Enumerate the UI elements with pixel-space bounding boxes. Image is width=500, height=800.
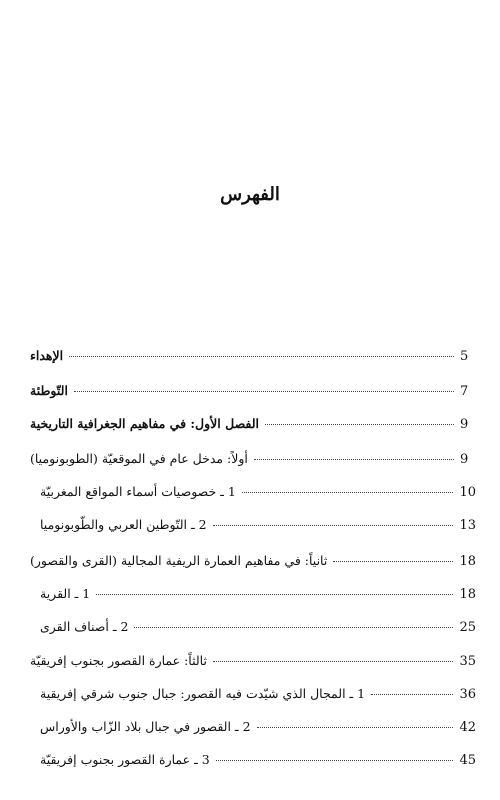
toc-entry-title: الإهداء — [30, 348, 64, 363]
toc-dot-leader — [213, 524, 454, 526]
page-title: الفهرس — [220, 184, 280, 205]
toc-entry — [40, 484, 476, 506]
toc-entry — [30, 348, 476, 370]
toc-entry — [40, 686, 476, 708]
toc-dot-leader — [333, 560, 453, 562]
toc-dot-leader — [257, 726, 454, 728]
toc-dot-leader — [74, 390, 454, 392]
toc-dot-leader — [213, 660, 453, 662]
toc-entry-page-number: 42 — [459, 720, 476, 735]
toc-dot-leader — [265, 423, 454, 425]
toc-entry-title: 1 ـ خصوصيات أسماء المواقع المغربيّة — [40, 484, 236, 499]
toc-entry-title: 1 ـ المجال الذي شيّدت فيه القصور: جبال جنوب شرقي إفريقية — [40, 686, 366, 701]
toc-dot-leader — [216, 759, 454, 761]
toc-entry-title: 3 ـ عمارة القصور بجنوب إفريقيّة — [40, 752, 210, 767]
toc-entry-page-number: 18 — [459, 554, 476, 569]
toc-entry-page-number: 5 — [460, 349, 469, 364]
toc-entry-title: الفصل الأول: في مفاهيم الجغرافية التاريخية — [30, 416, 260, 431]
toc-entry — [40, 719, 476, 741]
toc-entry-title: 2 ـ القصور في جبال بلاد الزّاب والأوراس — [40, 719, 251, 734]
toc-entry-title: 2 ـ أصناف القرى — [40, 619, 129, 634]
toc-entry — [30, 416, 476, 438]
toc-entry — [30, 553, 476, 575]
toc-entry-title: ثالثاً: عمارة القصور بجنوب إفريقيّة — [30, 653, 207, 668]
toc-entry — [40, 517, 476, 539]
toc-entry-page-number: 25 — [459, 620, 476, 635]
toc-entry-page-number: 18 — [459, 587, 476, 602]
toc-entry — [30, 383, 476, 405]
toc-dot-leader — [371, 693, 453, 695]
toc-dot-leader — [134, 626, 453, 628]
toc-entry — [40, 619, 476, 641]
toc-entry-page-number: 9 — [460, 452, 469, 467]
toc-entry-title: ثانياً: في مفاهيم العمارة الريفية المجالية (القرى والقصور) — [30, 553, 328, 568]
toc-entry — [40, 586, 476, 608]
toc-entry-page-number: 10 — [459, 485, 476, 500]
toc-entry-title: 1 ـ القرية — [40, 586, 91, 601]
toc-entry-title: 2 ـ التّوطين العربي والطّوبونوميا — [40, 517, 207, 532]
toc-entry-page-number: 9 — [460, 417, 469, 432]
toc-entry-page-number: 45 — [459, 753, 476, 768]
toc-entry-title: أولاً: مدخل عام في الموقعيّة (الطوبونوميا) — [30, 451, 248, 466]
toc-entry — [30, 451, 476, 473]
toc-dot-leader — [242, 491, 454, 493]
toc-entry-page-number: 13 — [459, 518, 476, 533]
toc-entry-title: التّوطئة — [30, 383, 68, 398]
toc-entry — [30, 653, 476, 675]
toc-dot-leader — [254, 458, 454, 460]
toc-entry-page-number: 7 — [460, 384, 469, 399]
toc-entry-page-number: 36 — [459, 687, 476, 702]
toc-dot-leader — [96, 593, 453, 595]
toc-dot-leader — [69, 355, 454, 357]
toc-entry — [40, 752, 476, 774]
toc-entry-page-number: 35 — [459, 654, 476, 669]
